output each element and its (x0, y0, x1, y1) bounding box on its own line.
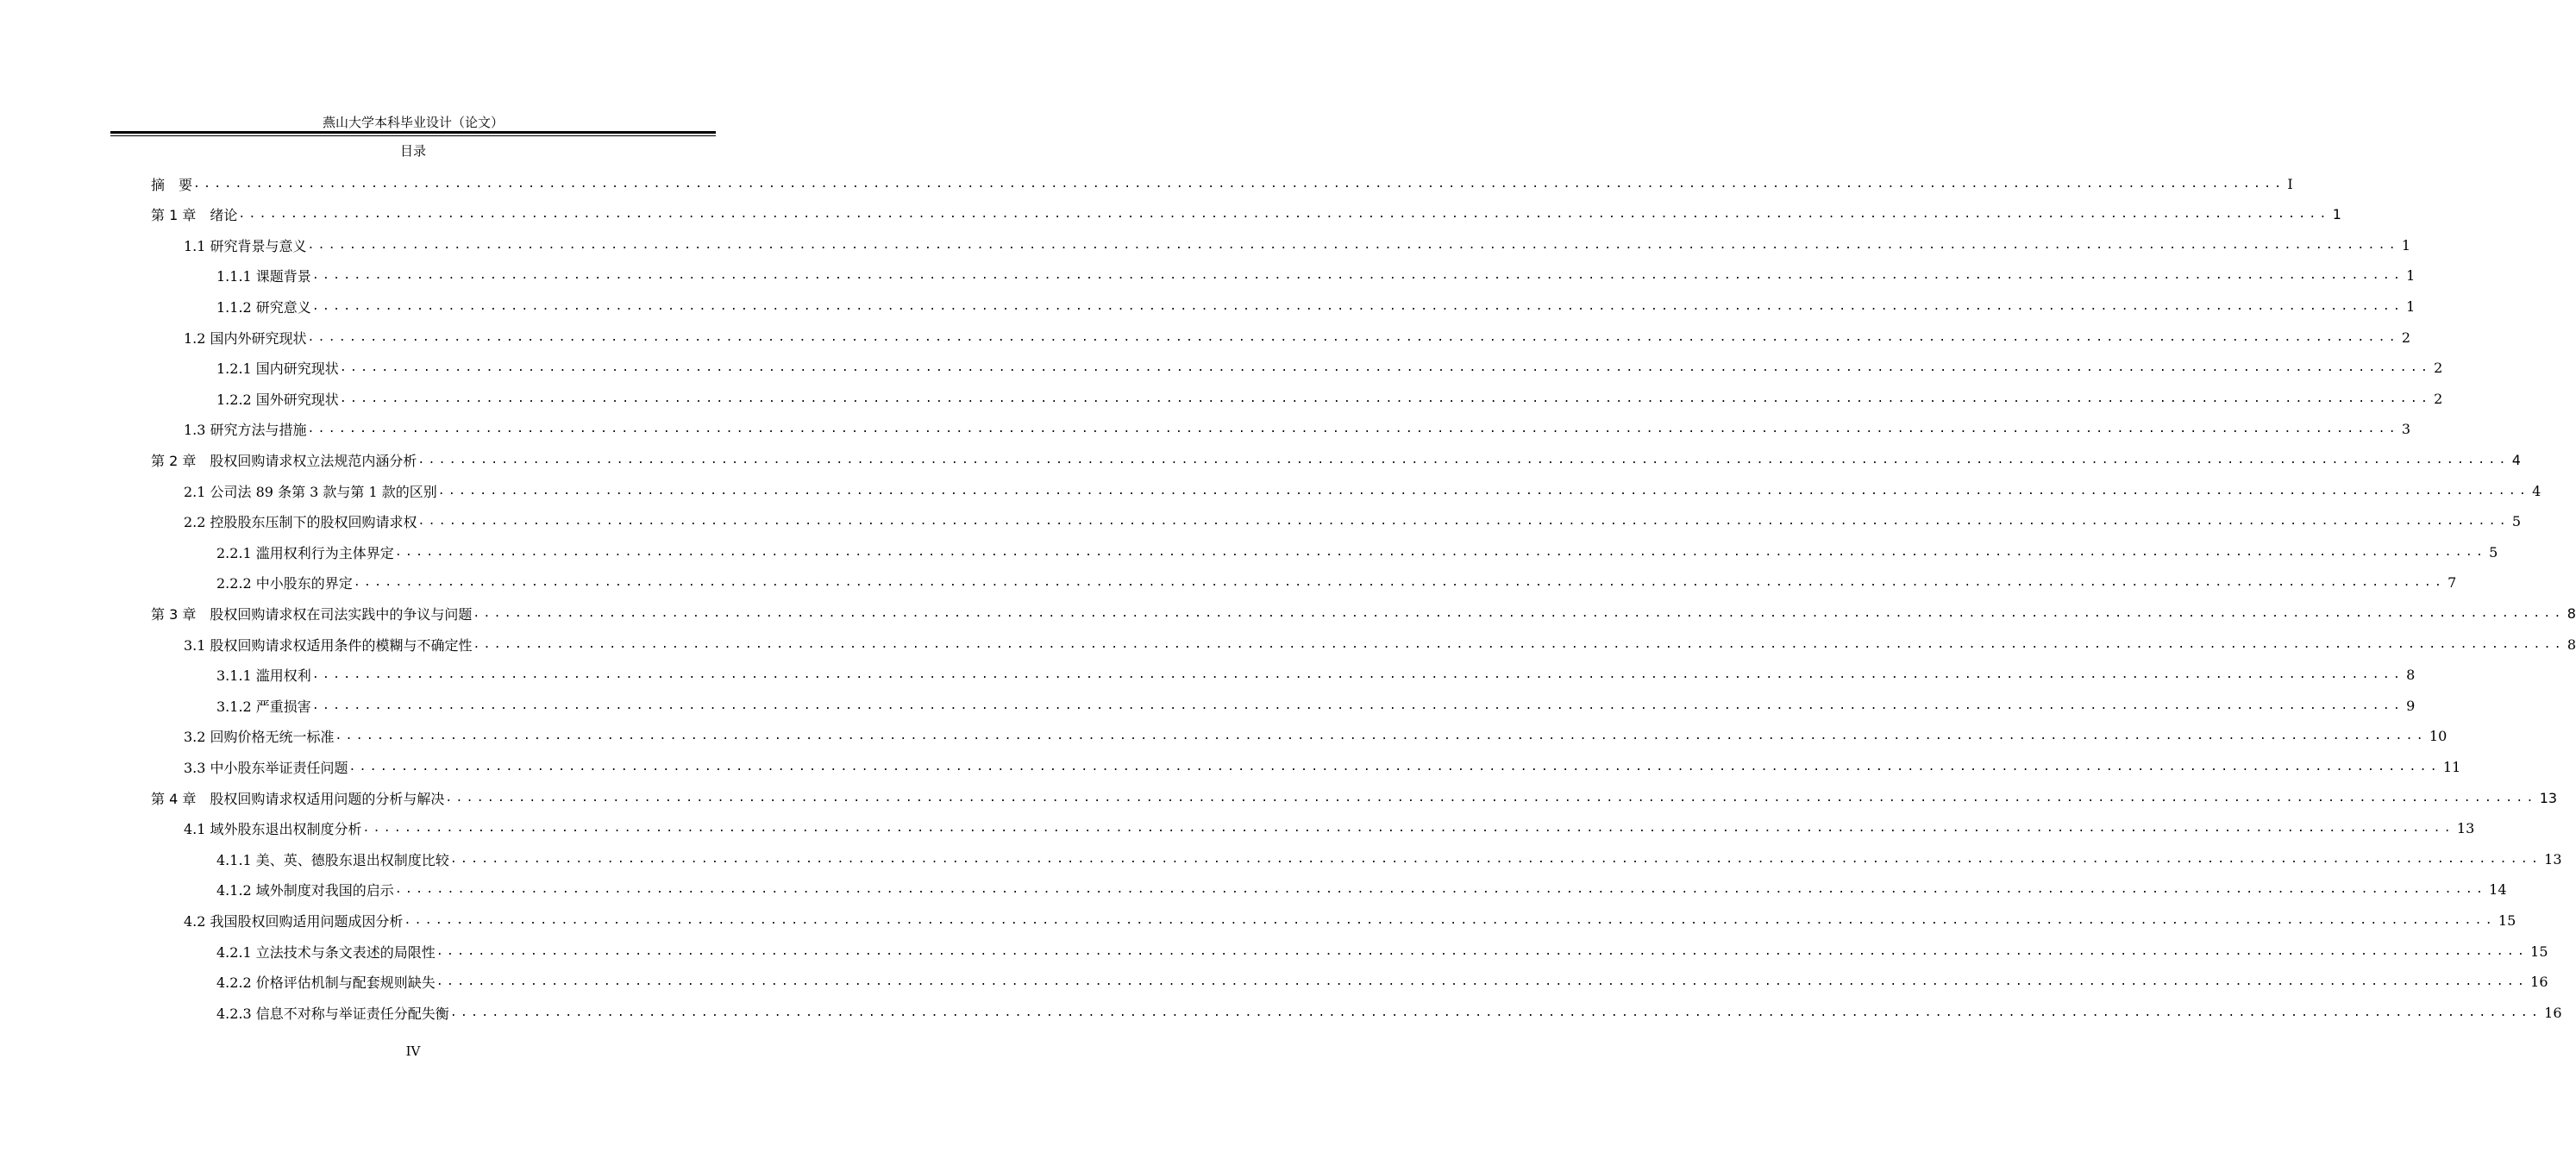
toc-entry[interactable] (184, 230, 2411, 260)
toc-entry-page: 13 (2456, 820, 2475, 837)
toc-entry[interactable] (151, 445, 2521, 474)
toc-entry[interactable] (216, 537, 2498, 567)
toc-entry[interactable] (216, 691, 2416, 720)
toc-entry-label: 1.2.2 国外研究现状 (216, 391, 339, 408)
toc-entry[interactable] (151, 200, 2341, 229)
toc-leader-dots: ........................................................................................................................................................................................................ (449, 1006, 2542, 1019)
toc-entry-page: 2 (2401, 329, 2411, 346)
toc-entry-label: 第 3 章 股权回购请求权在司法实践中的争议与问题 (151, 605, 473, 623)
toc-entry[interactable] (216, 937, 2548, 966)
toc-entry[interactable] (184, 814, 2475, 843)
toc-leader-dots: ........................................................................................................................................................................................................ (473, 606, 2565, 620)
toc-entry[interactable] (216, 968, 2548, 997)
toc-entry[interactable] (216, 384, 2443, 413)
toc-entry-page: 1 (2401, 236, 2411, 254)
toc-entry-label: 1.1 研究背景与意义 (184, 237, 307, 254)
toc-entry[interactable] (216, 261, 2416, 291)
toc-entry-page: 5 (2489, 543, 2498, 561)
toc-entry-page: 9 (2406, 697, 2416, 714)
toc-leader-dots: ........................................................................................................................................................................................................ (362, 822, 2454, 836)
toc-entry[interactable] (216, 354, 2443, 383)
toc-entry-label: 1.3 研究方法与措施 (184, 422, 307, 439)
toc-leader-dots: ........................................................................................................................................................................................................ (417, 515, 2510, 529)
toc-entry-page: 1 (2332, 206, 2341, 223)
toc-entry-page: 13 (2539, 789, 2558, 806)
header-rule-thin (110, 135, 716, 136)
toc-entry-label: 3.1.2 严重损害 (216, 698, 311, 715)
toc-entry[interactable] (151, 598, 2576, 628)
toc-entry-page: I (2287, 175, 2293, 192)
toc-leader-dots: ........................................................................................................................................................................................................ (473, 637, 2565, 651)
toc-leader-dots: ........................................................................................................................................................................................................ (307, 423, 2399, 436)
toc-entry-page: 8 (2567, 605, 2576, 622)
toc-leader-dots: ........................................................................................................................................................................................................ (311, 269, 2404, 283)
toc-entry-page: 11 (2442, 758, 2461, 775)
toc-leader-dots: ........................................................................................................................................................................................................ (193, 177, 2285, 191)
toc-entry[interactable] (184, 476, 2542, 505)
toc-leader-dots: ........................................................................................................................................................................................................ (238, 208, 2330, 222)
toc-entry-label: 2.1 公司法 89 条第 3 款与第 1 款的区别 (184, 483, 437, 500)
toc-entry-label: 1.2 国内外研究现状 (184, 329, 307, 347)
toc-leader-dots: ........................................................................................................................................................................................................ (307, 238, 2399, 252)
toc-entry-label: 3.1.1 滥用权利 (216, 667, 311, 685)
toc-leader-dots: ........................................................................................................................................................................................................ (436, 975, 2529, 989)
toc-entry-label: 4.1 域外股东退出权制度分析 (184, 821, 362, 838)
toc-entry[interactable] (216, 568, 2457, 598)
toc-leader-dots: ........................................................................................................................................................................................................ (394, 545, 2487, 559)
toc-entry-page: 16 (2544, 1004, 2562, 1021)
toc-entry-label: 4.2.1 立法技术与条文表述的局限性 (216, 943, 436, 961)
toc-leader-dots: ........................................................................................................................................................................................................ (445, 791, 2537, 805)
toc-leader-dots: ........................................................................................................................................................................................................ (404, 913, 2496, 927)
toc-entry[interactable] (151, 169, 2293, 198)
toc-entry[interactable] (184, 415, 2411, 444)
toc-entry-page: 1 (2406, 267, 2416, 285)
toc-entry-page: 15 (2498, 912, 2516, 929)
toc-leader-dots: ........................................................................................................................................................................................................ (394, 883, 2487, 897)
toc-entry[interactable] (184, 752, 2461, 781)
toc-entry-label: 3.1 股权回购请求权适用条件的模糊与不确定性 (184, 636, 473, 654)
toc-entry[interactable] (151, 783, 2558, 812)
toc-entry[interactable] (184, 630, 2576, 659)
toc-entry-label: 第 4 章 股权回购请求权适用问题的分析与解决 (151, 790, 445, 807)
page-header: 燕山大学本科毕业设计（论文） (322, 115, 504, 130)
toc-entry-page: 3 (2401, 421, 2411, 438)
toc-entry-label: 4.1.2 域外制度对我国的启示 (216, 882, 394, 899)
toc-leader-dots: ........................................................................................................................................................................................................ (436, 944, 2529, 958)
toc-entry-label: 3.3 中小股东举证责任问题 (184, 759, 348, 776)
toc-entry-page: 8 (2567, 636, 2576, 653)
toc-leader-dots: ........................................................................................................................................................................................................ (437, 484, 2530, 498)
toc-title: 目录 (399, 143, 426, 159)
toc-leader-dots: ........................................................................................................................................................................................................ (417, 453, 2510, 467)
toc-entry-page: 8 (2406, 667, 2416, 684)
toc-entry[interactable] (184, 722, 2448, 751)
toc-leader-dots: ........................................................................................................................................................................................................ (339, 361, 2432, 375)
toc-leader-dots: ........................................................................................................................................................................................................ (353, 576, 2446, 590)
toc-entry[interactable] (216, 844, 2562, 874)
toc-leader-dots: ........................................................................................................................................................................................................ (311, 699, 2404, 712)
toc-entry-page: 13 (2544, 850, 2562, 868)
toc-entry-label: 4.2 我国股权回购适用问题成因分析 (184, 912, 404, 930)
toc-leader-dots: ........................................................................................................................................................................................................ (335, 730, 2427, 743)
toc-entry[interactable] (216, 875, 2507, 905)
toc-entry[interactable] (216, 661, 2416, 690)
toc-leader-dots: ........................................................................................................................................................................................................ (311, 668, 2404, 682)
toc-entry-page: 1 (2406, 298, 2416, 315)
toc-entry-label: 4.1.1 美、英、德股东退出权制度比较 (216, 851, 449, 868)
toc-entry-label: 4.2.2 价格评估机制与配套规则缺失 (216, 974, 436, 992)
toc-entry-label: 2.2.1 滥用权利行为主体界定 (216, 544, 394, 561)
toc-entry[interactable] (184, 905, 2516, 935)
toc-entry-page: 4 (2511, 451, 2521, 468)
toc-leader-dots: ........................................................................................................................................................................................................ (307, 330, 2399, 344)
toc-entry-label: 第 2 章 股权回购请求权立法规范内涵分析 (151, 452, 417, 469)
toc-leader-dots: ........................................................................................................................................................................................................ (311, 299, 2404, 313)
toc-entry[interactable] (216, 291, 2416, 321)
toc-leader-dots: ........................................................................................................................................................................................................ (449, 852, 2542, 866)
page-number: IV (405, 1043, 421, 1059)
toc-entry[interactable] (184, 507, 2522, 536)
toc-entry[interactable] (216, 998, 2562, 1027)
toc-leader-dots: ........................................................................................................................................................................................................ (339, 392, 2432, 405)
toc-entry-page: 7 (2448, 574, 2457, 592)
toc-entry-label: 1.1.2 研究意义 (216, 298, 311, 316)
toc-entry-page: 5 (2511, 513, 2522, 530)
toc-entry-page: 2 (2434, 390, 2443, 407)
header-rule-thick (110, 131, 716, 134)
toc-entry-label: 1.1.1 课题背景 (216, 268, 311, 285)
toc-entry-label: 4.2.3 信息不对称与举证责任分配失衡 (216, 1005, 449, 1022)
toc-entry-page: 14 (2489, 881, 2507, 899)
toc-entry-page: 4 (2532, 482, 2542, 499)
toc-entry-page: 10 (2429, 728, 2448, 745)
toc-entry-page: 2 (2434, 360, 2443, 377)
toc-entry-label: 第 1 章 绪论 (151, 207, 238, 224)
toc-entry-page: 16 (2530, 974, 2548, 991)
toc-entry-label: 摘 要 (151, 176, 193, 193)
toc-entry-label: 3.2 回购价格无统一标准 (184, 729, 335, 746)
toc-leader-dots: ........................................................................................................................................................................................................ (348, 760, 2441, 774)
toc-entry[interactable] (184, 323, 2411, 352)
toc-entry-label: 2.2 控股股东压制下的股权回购请求权 (184, 514, 417, 531)
toc-entry-label: 1.2.1 国内研究现状 (216, 360, 339, 378)
toc-entry-page: 15 (2530, 943, 2548, 960)
toc-entry-label: 2.2.2 中小股东的界定 (216, 575, 353, 592)
